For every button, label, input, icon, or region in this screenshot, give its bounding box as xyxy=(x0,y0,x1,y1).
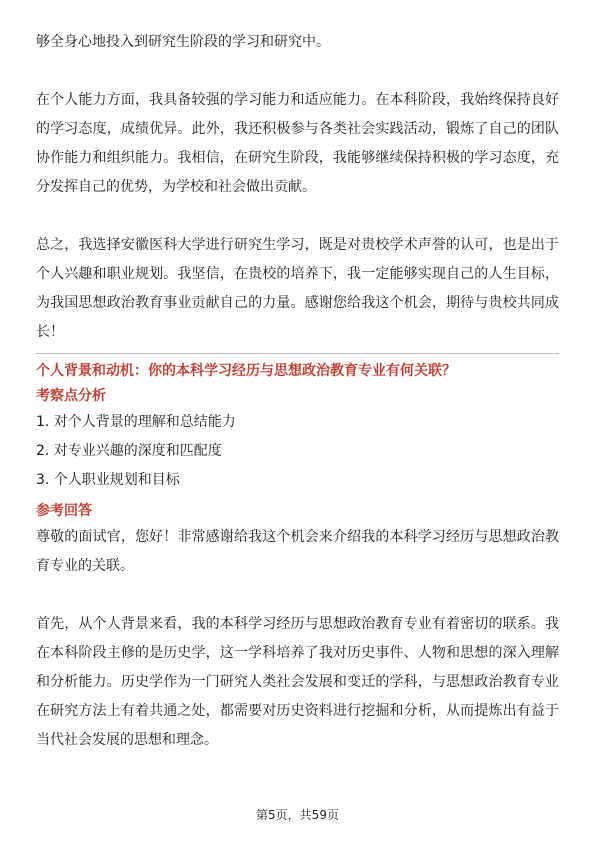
page-content xyxy=(36,28,559,755)
analysis-item: 3. 个人职业规划和目标 xyxy=(36,472,180,488)
analysis-item: 1. 对个人背景的理解和总结能力 xyxy=(36,414,236,430)
analysis-item: 2. 对专业兴趣的深度和匹配度 xyxy=(36,443,222,459)
answer-title: 参考回答 xyxy=(36,503,92,519)
analysis-title: 考察点分析 xyxy=(36,388,106,404)
answer-paragraph-background: 首先，从个人背景来看，我的本科学习经历与思想政治教育专业有着密切的联系。我在本科阶段主修的是历史学，这一学科培养了我对历史事件、人物和思想的深入理解和分析能力。历史学作为一门研究人类社会发展和变迁的学科，与思想政治教育专业在研究方法上有着共通之处，都需要对历史资料进行挖掘和分析，从而提炼出有益于当代社会发展的思想和理念。 xyxy=(36,616,559,748)
paragraph-conclusion: 总之，我选择安徽医科大学进行研究生学习，既是对贵校学术声誉的认可，也是出于个人兴趣和职业规划。我坚信，在贵校的培养下，我一定能够实现自己的人生目标，为我国思想政治教育事业贡献自己的力量。感谢您给我这个机会，期待与贵校共同成长！ xyxy=(36,237,559,340)
page-number-footer: 第5页，共59页 xyxy=(256,808,339,822)
paragraph-ability: 在个人能力方面，我具备较强的学习能力和适应能力。在本科阶段，我始终保持良好的学习态度，成绩优异。此外，我还积极参与各类社会实践活动，锻炼了自己的团队协作能力和组织能力。我相信，在研究生阶段，我能够继续保持积极的学习态度，充分发挥自己的优势，为学校和社会做出贡献。 xyxy=(36,92,559,195)
answer-paragraph-greeting: 尊敬的面试官，您好！非常感谢给我这个机会来介绍我的本科学习经历与思想政治教育专业的关联。 xyxy=(36,529,559,574)
section-divider xyxy=(36,353,559,354)
interview-question: 个人背景和动机：你的本科学习经历与思想政治教育专业有何关联？ xyxy=(36,363,456,379)
paragraph-continuation: 够全身心地投入到研究生阶段的学习和研究中。 xyxy=(36,34,330,50)
